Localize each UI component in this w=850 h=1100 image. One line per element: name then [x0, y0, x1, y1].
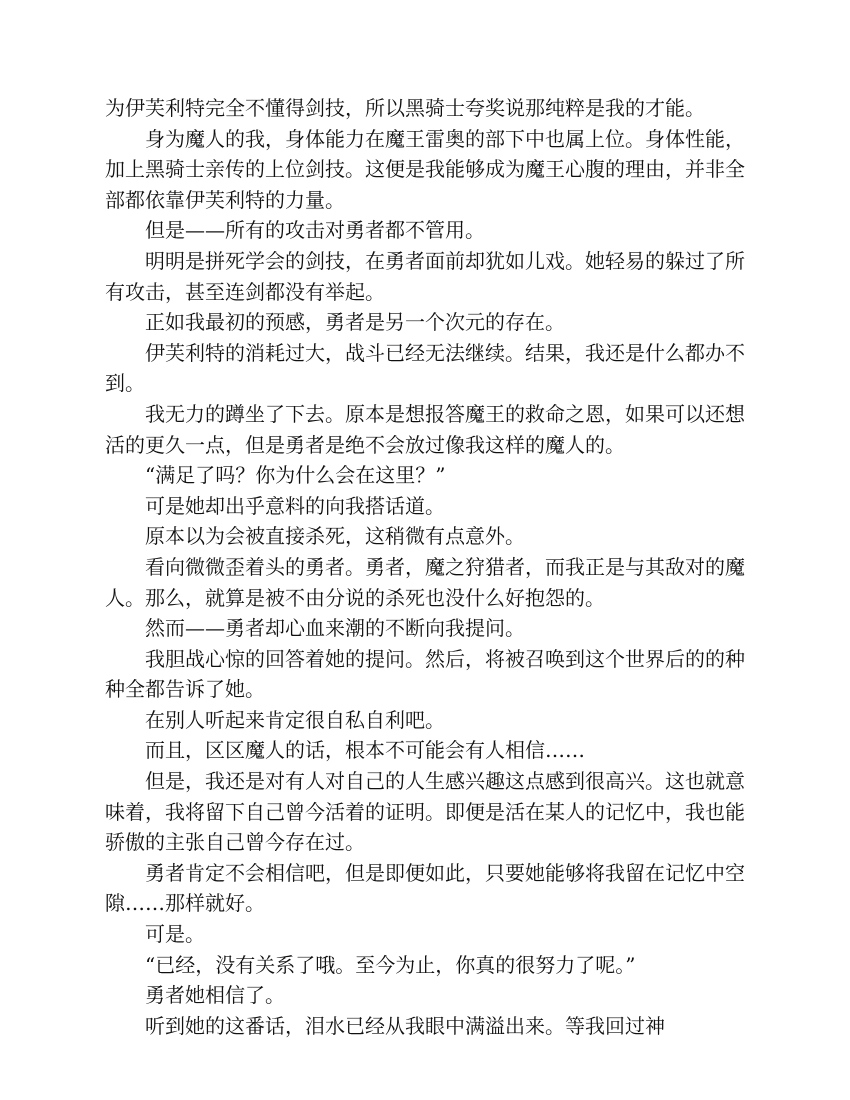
paragraph: 原本以为会被直接杀死，这稍微有点意外。 [145, 524, 525, 549]
body-text [105, 93, 745, 1041]
paragraph: 我胆战心惊的回答着她的提问。然后，将被召唤到这个世界后的的种种全都告诉了她。 [105, 646, 745, 702]
paragraph: “已经，没有关系了哦。至今为止，你真的很努力了呢。” [145, 952, 636, 977]
paragraph: 为伊芙利特完全不懂得剑技，所以黑骑士夸奖说那纯粹是我的才能。 [105, 96, 705, 120]
paragraph: 可是她却出乎意料的向我搭话道。 [145, 493, 445, 518]
paragraph: 但是——所有的攻击对勇者都不管用。 [145, 218, 485, 243]
paragraph: 勇者肯定不会相信吧，但是即便如此，只要她能够将我留在记忆中空隙……那样就好。 [105, 860, 745, 916]
paragraph: 伊芙利特的消耗过大，战斗已经无法继续。结果，我还是什么都办不到。 [105, 340, 745, 396]
paragraph: 而且，区区魔人的话，根本不可能会有人相信…… [145, 738, 585, 763]
paragraph: 正如我最初的预感，勇者是另一个次元的存在。 [145, 310, 565, 335]
paragraph: “满足了吗？你为什么会在这里？” [145, 463, 446, 488]
paragraph: 身为魔人的我，身体能力在魔王雷奥的部下中也属上位。身体性能，加上黑骑士亲传的上位剑技。这便是我能够成为魔王心腹的理由，并非全部都依靠伊芙利特的力量。 [105, 126, 745, 212]
paragraph: 可是。 [145, 922, 205, 947]
paragraph: 在别人听起来肯定很自私自利吧。 [145, 707, 445, 732]
paragraph: 但是，我还是对有人对自己的人生感兴趣这点感到很高兴。这也就意味着，我将留下自己曾今活着的证明。即便是活在某人的记忆中，我也能骄傲的主张自己曾今存在过。 [105, 769, 745, 855]
paragraph: 然而——勇者却心血来潮的不断向我提问。 [145, 616, 525, 641]
paragraph: 听到她的这番话，泪水已经从我眼中满溢出来。等我回过神 [145, 1013, 665, 1038]
paragraph: 勇者她相信了。 [145, 983, 285, 1008]
paragraph: 看向微微歪着头的勇者。勇者，魔之狩猎者，而我正是与其敌对的魔人。那么，就算是被不由分说的杀死也没什么好抱怨的。 [105, 554, 745, 610]
paragraph: 明明是拼死学会的剑技，在勇者面前却犹如儿戏。她轻易的躲过了所有攻击，甚至连剑都没有举起。 [105, 248, 745, 304]
paragraph: 我无力的蹲坐了下去。原本是想报答魔王的救命之恩，如果可以还想活的更久一点，但是勇者是绝不会放过像我这样的魔人的。 [105, 401, 745, 457]
